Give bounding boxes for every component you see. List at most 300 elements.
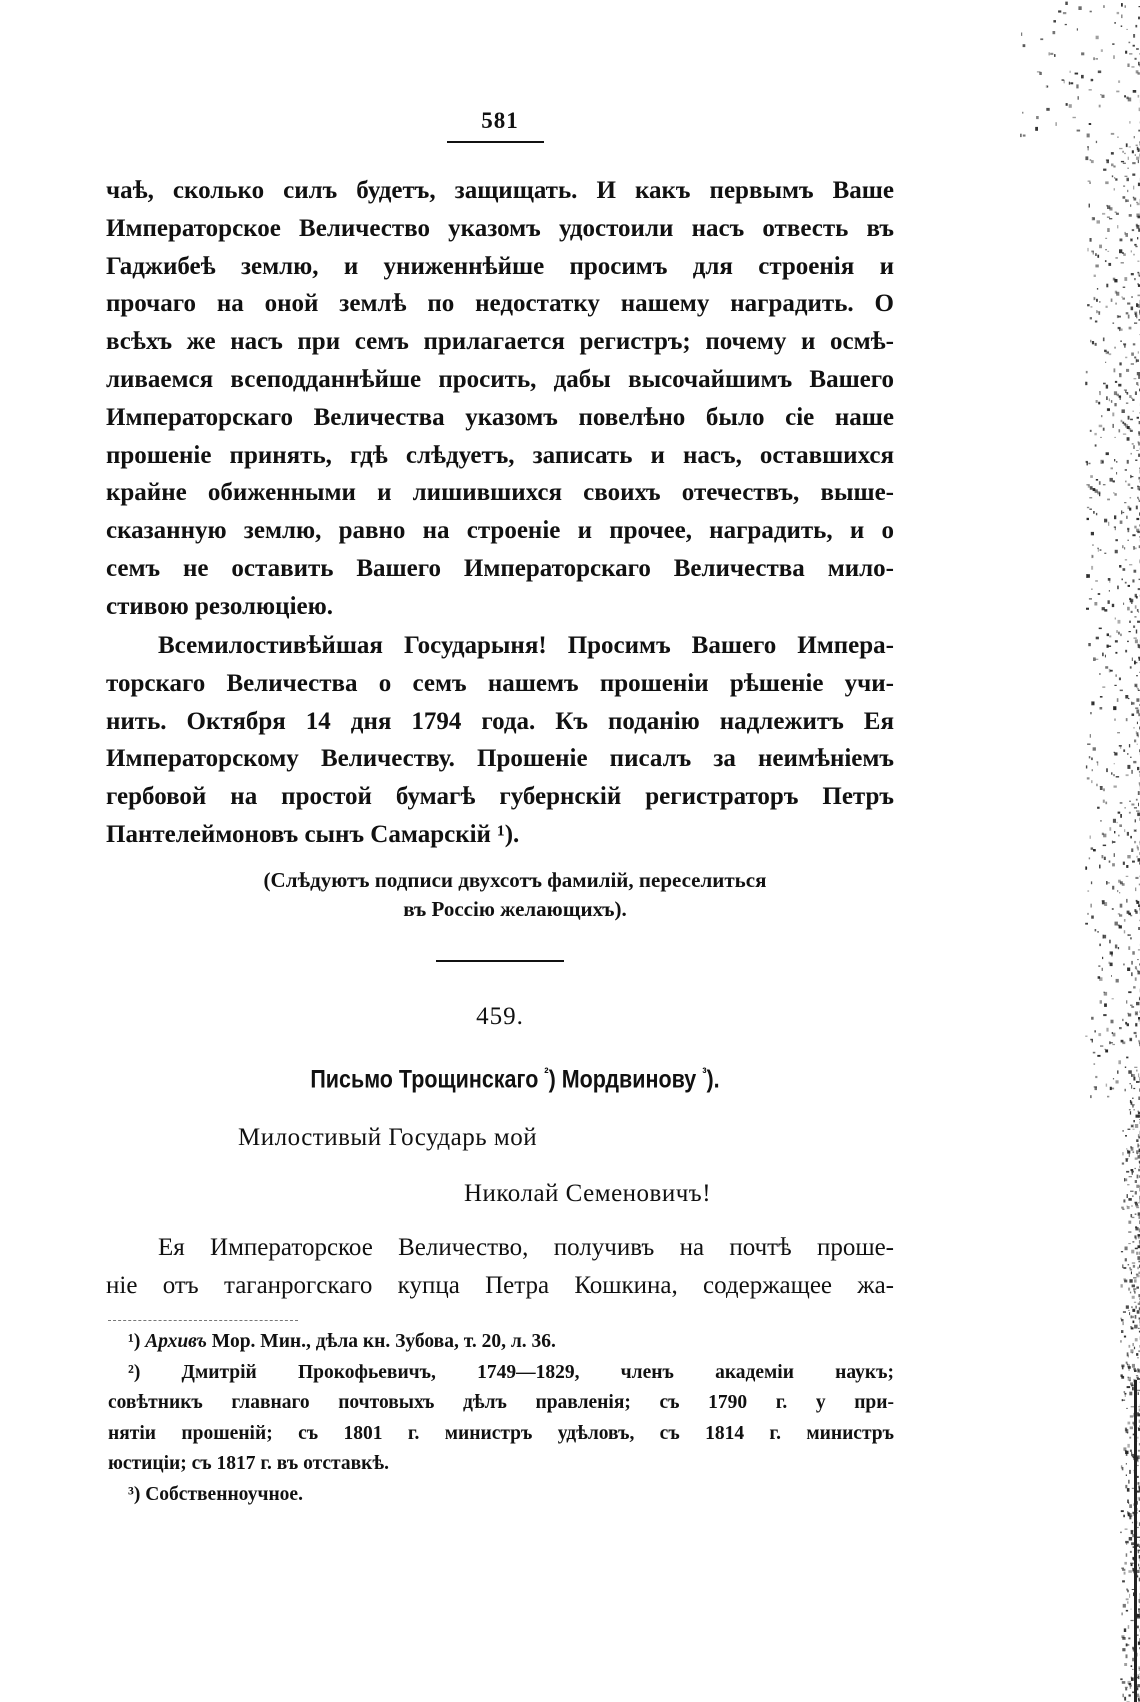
noise-speck — [1135, 977, 1137, 980]
text-line: Императорское Величество указомъ удостоили насъ отвесть въ — [106, 214, 894, 242]
noise-speck — [1103, 935, 1104, 939]
noise-speck — [1136, 799, 1138, 801]
noise-speck — [1101, 49, 1103, 52]
noise-speck — [1097, 288, 1098, 290]
page-number-underline — [447, 141, 544, 143]
noise-speck — [1136, 675, 1138, 676]
noise-speck — [1136, 810, 1140, 812]
noise-speck — [1136, 1377, 1138, 1378]
noise-speck — [1128, 1129, 1131, 1130]
noise-speck — [1129, 1279, 1132, 1283]
noise-speck — [1102, 653, 1104, 657]
noise-speck — [1111, 772, 1112, 774]
noise-speck — [1112, 863, 1115, 866]
noise-speck — [1126, 1654, 1128, 1658]
noise-speck — [1122, 252, 1124, 254]
noise-speck — [1121, 1365, 1124, 1368]
page-number: 581 — [481, 108, 519, 133]
noise-speck — [1077, 28, 1078, 30]
noise-speck — [1125, 582, 1127, 584]
footnote-1 — [108, 1327, 894, 1358]
noise-speck — [1125, 5, 1126, 8]
noise-speck — [1134, 1279, 1137, 1282]
noise-speck — [1114, 459, 1115, 461]
noise-speck — [1022, 112, 1023, 114]
noise-speck — [1129, 631, 1131, 632]
noise-speck — [1111, 133, 1114, 135]
noise-speck — [1078, 6, 1081, 10]
noise-speck — [1135, 1214, 1137, 1215]
footnote-ref: ² — [544, 1065, 549, 1082]
noise-speck — [1128, 315, 1130, 319]
noise-speck — [1121, 510, 1122, 514]
noise-speck — [1054, 54, 1055, 57]
noise-speck — [1131, 1205, 1132, 1207]
letter-paragraph — [106, 1229, 894, 1305]
noise-speck — [1114, 719, 1116, 721]
noise-speck — [1131, 487, 1133, 489]
noise-speck — [1137, 1527, 1138, 1528]
noise-speck — [1096, 637, 1099, 640]
noise-speck — [1134, 1325, 1138, 1329]
footnote-source: Архивъ — [145, 1331, 207, 1352]
noise-speck — [1133, 1077, 1135, 1081]
noise-speck — [1134, 684, 1137, 687]
noise-speck — [1063, 12, 1066, 14]
noise-speck — [1115, 945, 1117, 949]
noise-speck — [1124, 277, 1127, 281]
noise-speck — [1131, 1169, 1134, 1171]
noise-speck — [1091, 532, 1094, 535]
footnote-2-line: ²) Дмитрій Прокофьевичъ, 1749—1829, членъ академіи наукъ; — [128, 1361, 894, 1383]
noise-speck — [1138, 1698, 1140, 1700]
noise-speck — [1126, 1553, 1128, 1557]
noise-speck — [1087, 777, 1090, 779]
noise-speck — [1116, 213, 1119, 215]
noise-speck — [1129, 1594, 1130, 1598]
noise-speck — [1107, 499, 1110, 501]
noise-speck — [1131, 702, 1132, 705]
noise-speck — [1107, 251, 1109, 252]
noise-speck — [1126, 1643, 1128, 1646]
noise-speck — [1112, 1044, 1115, 1045]
petition-paragraph-2 — [106, 627, 894, 854]
noise-speck — [1106, 1084, 1107, 1087]
noise-speck — [1131, 1678, 1133, 1681]
noise-speck — [1131, 1316, 1135, 1318]
noise-speck — [1135, 594, 1137, 598]
noise-speck — [1123, 568, 1126, 571]
noise-speck — [1137, 970, 1138, 972]
noise-speck — [1077, 130, 1081, 132]
noise-speck — [1130, 204, 1131, 206]
noise-speck — [1098, 71, 1101, 74]
noise-speck — [1122, 422, 1124, 424]
noise-speck — [1122, 1569, 1126, 1571]
noise-speck — [1136, 157, 1139, 160]
noise-speck — [1089, 497, 1092, 498]
noise-speck — [1131, 363, 1134, 365]
noise-speck — [1039, 72, 1042, 75]
noise-speck — [1129, 53, 1132, 54]
noise-speck — [1114, 493, 1116, 496]
noise-speck — [1132, 1589, 1135, 1590]
noise-speck — [1135, 1124, 1138, 1128]
noise-speck — [1137, 732, 1139, 736]
noise-speck — [1123, 1130, 1124, 1132]
noise-speck — [1127, 1352, 1129, 1356]
noise-speck — [1103, 5, 1105, 8]
noise-speck — [1091, 881, 1092, 884]
noise-speck — [1129, 1345, 1131, 1348]
noise-speck — [1132, 1647, 1134, 1650]
noise-speck — [1126, 899, 1127, 903]
noise-speck — [1134, 1290, 1135, 1292]
noise-speck — [1020, 134, 1021, 137]
noise-speck — [1095, 929, 1097, 931]
noise-speck — [1136, 450, 1139, 451]
noise-speck — [1094, 433, 1096, 435]
noise-speck — [1114, 707, 1116, 709]
noise-speck — [1130, 1415, 1134, 1417]
noise-speck — [1125, 176, 1128, 177]
noise-speck — [1129, 564, 1132, 565]
noise-speck — [1136, 1185, 1139, 1188]
noise-speck — [1134, 322, 1137, 324]
noise-speck — [1125, 807, 1126, 809]
noise-speck — [1125, 51, 1127, 54]
noise-speck — [1136, 731, 1137, 734]
noise-speck — [1123, 1515, 1125, 1518]
noise-speck — [1115, 640, 1118, 642]
noise-speck — [1124, 95, 1126, 97]
noise-speck — [1129, 146, 1131, 147]
noise-speck — [1128, 1625, 1130, 1629]
noise-speck — [1109, 399, 1110, 402]
noise-speck — [1135, 25, 1137, 28]
noise-speck — [1137, 959, 1139, 960]
noise-speck — [1130, 1100, 1131, 1103]
noise-speck — [1099, 391, 1100, 395]
noise-speck — [1109, 861, 1111, 863]
noise-speck — [1111, 299, 1113, 302]
noise-speck — [1133, 186, 1134, 190]
noise-speck — [1124, 1280, 1127, 1283]
noise-speck — [1114, 515, 1116, 519]
noise-speck — [1133, 411, 1134, 412]
noise-speck — [1132, 1241, 1134, 1242]
noise-speck — [1097, 762, 1098, 766]
noise-speck — [1115, 618, 1116, 620]
noise-speck — [1092, 544, 1094, 546]
noise-speck — [1126, 178, 1129, 182]
noise-speck — [1135, 605, 1137, 608]
noise-speck — [1091, 589, 1092, 590]
noise-speck — [1121, 1207, 1124, 1209]
noise-speck — [1133, 626, 1135, 628]
noise-speck — [1127, 641, 1129, 642]
noise-speck — [1115, 212, 1117, 213]
noise-speck — [1131, 1124, 1134, 1127]
text-line: Ея Императорское Величество, получивъ на почтѣ проше- — [158, 1234, 894, 1261]
footnote-separator — [108, 1320, 298, 1322]
noise-speck — [1125, 1158, 1128, 1159]
noise-speck — [1120, 904, 1123, 908]
noise-speck — [1130, 915, 1132, 917]
noise-speck — [1136, 710, 1139, 714]
noise-speck — [1099, 425, 1103, 428]
noise-speck — [1109, 218, 1112, 219]
noise-speck — [1122, 579, 1123, 581]
noise-speck — [1135, 1248, 1138, 1250]
noise-speck — [1119, 745, 1122, 747]
noise-speck — [1086, 574, 1087, 578]
noise-speck — [1089, 857, 1090, 859]
noise-speck — [1123, 964, 1124, 966]
noise-speck — [1046, 108, 1049, 111]
noise-speck — [1133, 1120, 1135, 1122]
noise-speck — [1102, 957, 1103, 959]
noise-speck — [1100, 1046, 1103, 1047]
noise-speck — [1135, 58, 1137, 60]
noise-speck — [1103, 428, 1105, 431]
noise-speck — [1132, 1309, 1135, 1312]
noise-speck — [1131, 848, 1133, 852]
noise-speck — [1117, 315, 1119, 318]
noise-speck — [1111, 467, 1114, 469]
noise-speck — [1117, 586, 1119, 590]
noise-speck — [1130, 1269, 1132, 1271]
noise-speck — [1132, 229, 1135, 231]
noise-speck — [1138, 1564, 1139, 1567]
noise-speck — [1122, 1019, 1123, 1021]
noise-speck — [1135, 1226, 1137, 1228]
noise-speck — [1087, 744, 1090, 745]
noise-speck — [1092, 341, 1094, 344]
noise-speck — [1122, 151, 1124, 153]
noise-speck — [1114, 786, 1117, 788]
noise-speck — [1124, 1628, 1126, 1632]
noise-speck — [1087, 507, 1089, 508]
noise-speck — [1130, 1450, 1132, 1452]
noise-speck — [1112, 424, 1114, 428]
noise-speck — [1113, 480, 1115, 482]
noise-speck — [1137, 203, 1140, 206]
noise-speck — [1117, 698, 1119, 702]
noise-speck — [1128, 1221, 1131, 1224]
noise-speck — [1124, 344, 1126, 347]
noise-speck — [1112, 413, 1114, 417]
noise-speck — [1110, 1042, 1113, 1044]
noise-speck — [1117, 136, 1118, 138]
noise-speck — [1114, 685, 1116, 686]
noise-speck — [1126, 1475, 1127, 1477]
noise-speck — [1115, 257, 1118, 258]
noise-speck — [1121, 26, 1123, 27]
noise-speck — [1116, 472, 1117, 475]
noise-speck — [1093, 747, 1096, 750]
noise-speck — [1138, 1145, 1140, 1147]
noise-speck — [1119, 565, 1121, 568]
noise-speck — [1091, 701, 1094, 705]
noise-speck — [1123, 1311, 1126, 1313]
noise-speck — [1111, 975, 1112, 977]
noise-speck — [1137, 1491, 1140, 1493]
noise-speck — [1137, 1153, 1138, 1155]
noise-speck — [1124, 389, 1127, 391]
noise-speck — [1123, 603, 1124, 605]
noise-speck — [1128, 991, 1131, 993]
noise-speck — [1133, 1321, 1135, 1324]
noise-speck — [1135, 1180, 1137, 1183]
noise-speck — [1127, 1013, 1129, 1015]
noise-speck — [1102, 900, 1105, 901]
noise-speck — [1138, 1328, 1139, 1329]
noise-speck — [1123, 433, 1126, 435]
noise-speck — [1088, 485, 1090, 488]
noise-speck — [1127, 64, 1129, 68]
noise-speck — [1111, 152, 1114, 155]
noise-speck — [1130, 1146, 1132, 1149]
noise-speck — [1104, 350, 1106, 352]
noise-speck — [1113, 1033, 1116, 1037]
noise-speck — [1128, 484, 1131, 486]
noise-speck — [1138, 1235, 1140, 1238]
noise-speck — [1118, 925, 1120, 927]
noise-speck — [1095, 253, 1096, 256]
noise-speck — [1107, 1096, 1109, 1098]
noise-speck — [1131, 1564, 1133, 1566]
noise-speck — [1118, 947, 1119, 949]
noise-speck — [1138, 62, 1140, 66]
noise-speck — [1125, 1067, 1126, 1069]
noise-speck — [1090, 11, 1092, 13]
noise-speck — [1132, 1522, 1133, 1524]
noise-speck — [1099, 301, 1100, 303]
noise-speck — [1085, 923, 1088, 925]
text-line: всѣхъ же насъ при семъ прилагается регистръ; почему и осмѣ- — [106, 328, 894, 356]
noise-speck — [1124, 502, 1126, 503]
noise-speck — [1118, 620, 1121, 624]
noise-speck — [1122, 1681, 1126, 1684]
noise-speck — [1095, 343, 1097, 346]
text-line: Всемилостивѣйшая Государыня! Просимъ Вашего Импера- — [158, 632, 894, 659]
noise-speck — [1138, 95, 1140, 98]
noise-speck — [1136, 1035, 1137, 1038]
noise-speck — [1118, 632, 1120, 635]
noise-speck — [1136, 518, 1139, 520]
noise-speck — [1125, 559, 1127, 560]
noise-speck — [1135, 888, 1136, 892]
noise-speck — [1131, 239, 1133, 241]
noise-speck — [1116, 91, 1119, 93]
title-text: Письмо Трощинскаго — [310, 1065, 539, 1094]
noise-speck — [1138, 803, 1139, 806]
noise-speck — [1126, 143, 1128, 147]
noise-speck — [1065, 24, 1067, 25]
noise-speck — [1129, 1392, 1132, 1396]
noise-speck — [1090, 475, 1093, 478]
noise-speck — [1113, 166, 1115, 168]
noise-speck — [1108, 578, 1111, 581]
noise-speck — [1099, 944, 1101, 947]
noise-speck — [1127, 1601, 1128, 1603]
noise-speck — [1129, 214, 1132, 217]
noise-speck — [1133, 1277, 1136, 1279]
salutation-line-2: Николай Семеновичъ! — [464, 1180, 712, 1207]
noise-speck — [1117, 822, 1118, 823]
noise-speck — [1100, 437, 1102, 438]
noise-speck — [1122, 1209, 1124, 1210]
text-line: Императорскаго Величества указомъ повелѣно было сіе наше — [106, 403, 894, 431]
noise-speck — [1098, 593, 1101, 595]
noise-speck — [1103, 169, 1106, 171]
text-line: ливаемся всеподданнѣйше просить, дабы высочайшимъ Вашего — [106, 365, 894, 393]
noise-speck — [1132, 1352, 1133, 1353]
noise-speck — [1098, 1055, 1101, 1056]
noise-speck — [1115, 652, 1117, 654]
noise-speck — [1103, 484, 1106, 485]
noise-speck — [1134, 1302, 1136, 1303]
noise-speck — [1132, 150, 1134, 153]
noise-speck — [1120, 814, 1122, 818]
noise-speck — [1129, 1437, 1131, 1439]
noise-speck — [1127, 832, 1129, 836]
noise-speck — [1114, 403, 1116, 406]
noise-speck — [1130, 757, 1132, 758]
noise-speck — [1129, 1504, 1132, 1508]
noise-speck — [1109, 669, 1111, 673]
noise-speck — [1090, 836, 1091, 839]
noise-speck — [1131, 1006, 1134, 1007]
noise-speck — [1123, 1694, 1124, 1698]
noise-speck — [1122, 1042, 1125, 1045]
noise-speck — [1101, 415, 1102, 417]
document-title — [244, 1065, 786, 1094]
noise-speck — [1132, 1488, 1134, 1489]
title-text: ). — [706, 1065, 720, 1094]
noise-speck — [1135, 1202, 1138, 1204]
noise-speck — [1112, 175, 1113, 177]
noise-speck — [1125, 481, 1127, 483]
noise-speck — [1100, 1000, 1102, 1004]
noise-speck — [1137, 147, 1139, 150]
noise-speck — [1137, 1310, 1140, 1314]
footnote-2-line: нятіи прошеній; съ 1801 г. министръ удѣловъ, съ 1814 г. министръ — [108, 1422, 894, 1444]
noise-speck — [1135, 639, 1138, 643]
noise-speck — [1118, 80, 1120, 83]
noise-speck — [1102, 213, 1105, 215]
noise-speck — [1135, 1158, 1138, 1160]
text-line: гербовой на простой бумагѣ губернскій регистраторъ Петръ — [106, 783, 894, 811]
noise-speck — [1106, 160, 1109, 161]
noise-speck — [1091, 847, 1094, 849]
noise-speck — [1131, 1074, 1134, 1077]
noise-speck — [1113, 819, 1116, 823]
noise-speck — [1119, 914, 1122, 916]
noise-speck — [1135, 1011, 1138, 1015]
noise-speck — [1087, 134, 1090, 138]
noise-speck — [1131, 1085, 1132, 1089]
noise-speck — [1124, 1393, 1126, 1395]
noise-speck — [1098, 965, 1100, 966]
noise-speck — [1116, 303, 1117, 305]
noise-speck — [1096, 479, 1098, 481]
noise-speck — [1112, 998, 1114, 999]
noise-speck — [1069, 82, 1070, 85]
noise-speck — [1136, 1070, 1138, 1072]
noise-speck — [1114, 752, 1116, 753]
